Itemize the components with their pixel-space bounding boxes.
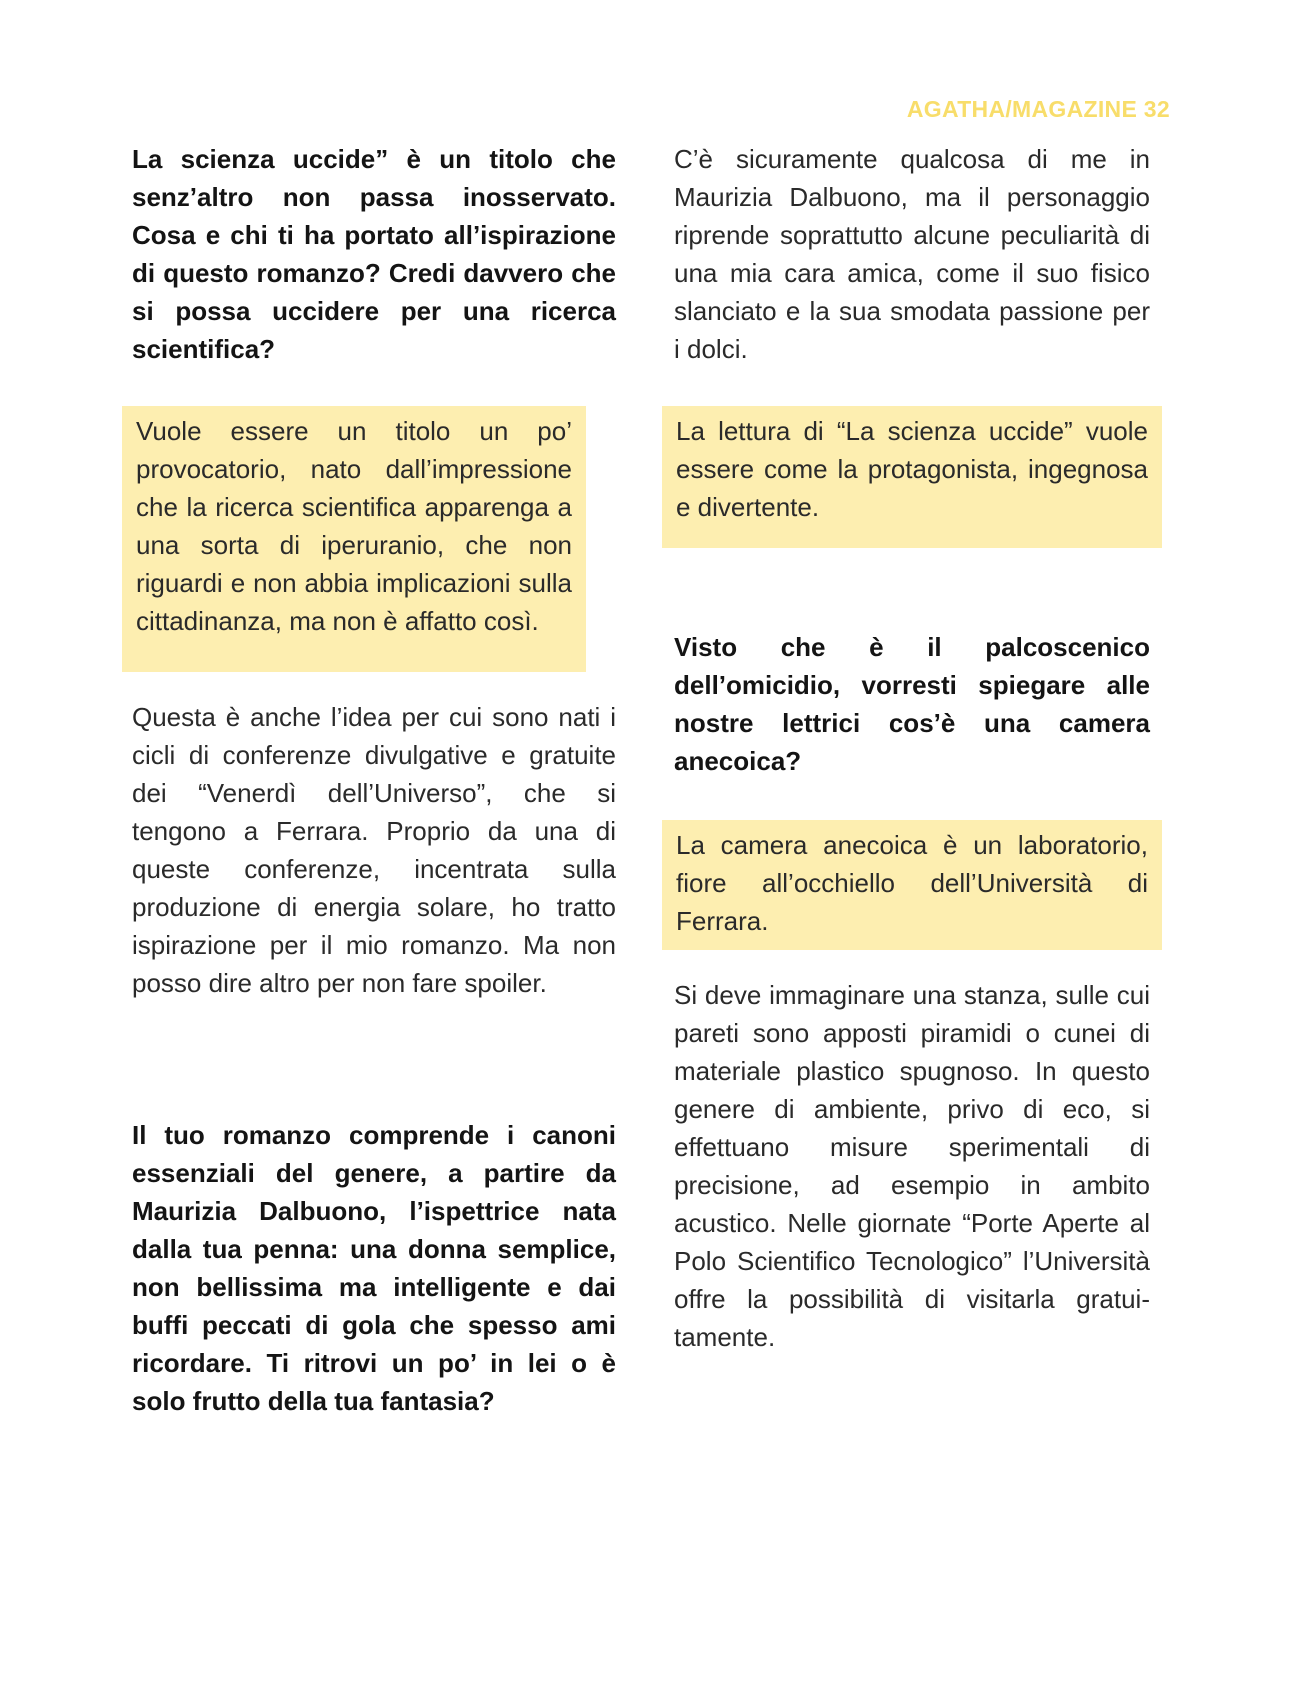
answer-maurizia-friend bbox=[674, 140, 1150, 368]
answer-highlight-laboratory bbox=[662, 820, 1162, 950]
answer-chamber-description bbox=[674, 976, 1150, 1356]
question-text: Visto che è il palcoscenico dell’omicidio, vorresti spiegare alle nostre lettrici cos’è una camera anecoica? bbox=[674, 632, 1150, 776]
magazine-header: AGATHA/MAGAZINE 32 bbox=[906, 96, 1170, 122]
answer-highlight-reading bbox=[662, 406, 1162, 548]
answer-text: Questa è anche l’idea per cui sono nati i cicli di conferenze divulgative e gratuite dei “Venerdì dell’Universo”, che si tengono a Ferrara. Proprio da una di queste conferenze, incentrata sulla produzione di energia solare, ho tratto ispirazione per il mio romanzo. Ma non posso dire altro per non fare spoiler. bbox=[132, 702, 616, 998]
answer-venerdi-universo bbox=[132, 698, 616, 1002]
answer-highlight-provocative-title bbox=[122, 406, 586, 672]
question-maurizia-dalbuono bbox=[132, 1116, 616, 1420]
question-text: La scienza uccide” è un titolo che senz’altro non passa inosservato. Cosa e chi ti ha portato all’ispirazione di questo romanzo? Credi davvero che si possa uccidere per una ricerca scientifica? bbox=[132, 144, 616, 364]
answer-text: Si deve immaginare una stanza, sulle cui pareti sono apposti piramidi o cunei di materiale plastico spugnoso. In questo genere di ambiente, privo di eco, si effettuano misure sperimentali di precisione, ad esempio in ambito acustico. Nelle giornate “Porte Aperte al Polo Scientifico Tecnologico” l’Università offre la possibilità di visitarla gratuitamente. bbox=[674, 980, 1150, 1352]
question-text: Il tuo romanzo comprende i canoni essenziali del genere, a partire da Maurizia Dalbuono, l’ispettrice nata dalla tua penna: una donna semplice, non bellissima ma intelligente e dai buffi peccati di gola che spesso ami ricordare. Ti ritrovi un po’ in lei o è solo frutto della tua fantasia? bbox=[132, 1120, 616, 1416]
answer-text: La camera anecoica è un laboratorio, fiore all’occhiello dell’Università di Ferrara. bbox=[676, 830, 1148, 936]
answer-text: Vuole essere un titolo un po’ provocatorio, nato dall’impressione che la ricerca scientifica apparenga a una sorta di iperuranio, che non riguardi e non abbia implicazioni sulla cittadinanza, ma non è affatto così. bbox=[136, 416, 572, 636]
question-title-inspiration bbox=[132, 140, 616, 368]
question-anechoic-chamber bbox=[674, 628, 1150, 780]
answer-text: C’è sicuramente qualcosa di me in Maurizia Dalbuono, ma il personaggio riprende soprattutto alcune peculiarità di una mia cara amica, come il suo fisico slanciato e la sua smodata passione per i dolci. bbox=[674, 144, 1150, 364]
answer-text: La lettura di “La scienza uccide” vuole essere come la protagonista, ingegnosa e divertente. bbox=[676, 416, 1148, 522]
